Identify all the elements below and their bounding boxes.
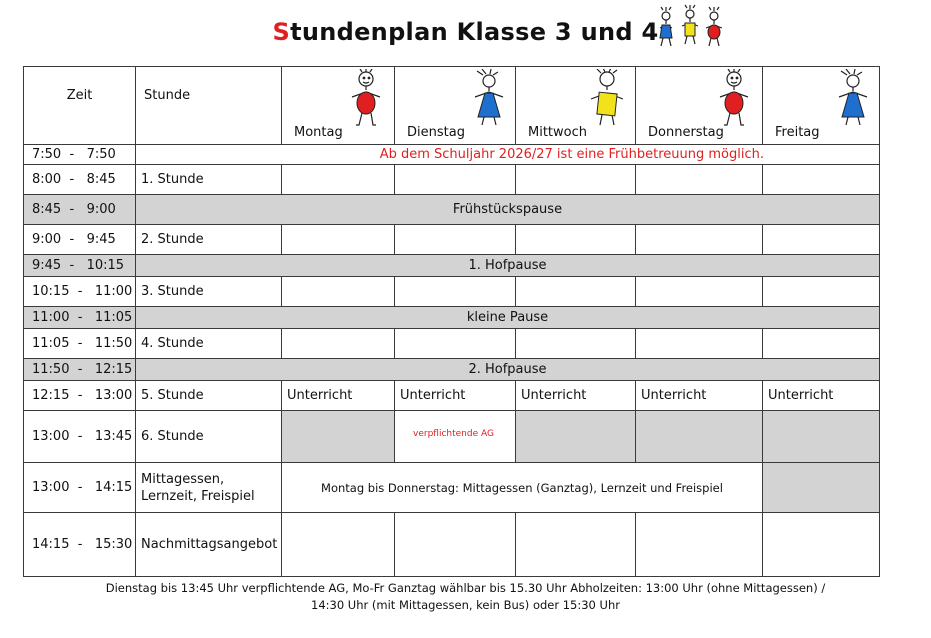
time-cell: 11:50 - 12:15	[24, 359, 136, 381]
cell-unterricht: Unterricht	[395, 381, 516, 411]
lesson-label: 1. Stunde	[136, 165, 282, 195]
time-cell: 7:50 - 7:50	[24, 145, 136, 165]
time-cell: 10:15 - 11:00	[24, 277, 136, 307]
title-rest: tundenplan Klasse 3 und 4	[290, 18, 659, 46]
day-label-mittwoch: Mittwoch	[528, 125, 587, 140]
header-stunde: Stunde	[136, 67, 282, 145]
cell-unterricht: Unterricht	[516, 381, 636, 411]
time-cell: 9:00 - 9:45	[24, 225, 136, 255]
time-cell: 9:45 - 10:15	[24, 255, 136, 277]
lunch-span-cell: Montag bis Donnerstag: Mittagessen (Ganztag), Lernzeit und Freispiel	[282, 463, 763, 513]
early-care-note: Ab dem Schuljahr 2026/27 ist eine Frühbetreuung möglich.	[136, 145, 880, 165]
footer-line-1: Dienstag bis 13:45 Uhr verpflichtende AG, Mo-Fr Ganztag wählbar bis 15.30 Uhr Abholzeiten: 13:00 Uhr (ohne Mittagessen) /	[105, 581, 826, 595]
day-label-dienstag: Dienstag	[407, 125, 465, 140]
lesson-label: Mittagessen, Lernzeit, Freispiel	[136, 463, 282, 513]
header-day-friday	[763, 67, 880, 145]
table-row	[24, 195, 880, 225]
break-label: kleine Pause	[136, 307, 880, 329]
cell-unterricht: Unterricht	[763, 381, 880, 411]
header-day-wednesday	[516, 67, 636, 145]
girl-yellow-dress-icon	[587, 69, 629, 133]
girl-red-dress-icon	[714, 69, 756, 133]
table-row	[24, 225, 880, 255]
time-cell: 8:00 - 8:45	[24, 165, 136, 195]
day-label-donnerstag: Donnerstag	[648, 125, 724, 140]
table-row	[24, 165, 880, 195]
time-cell: 8:45 - 9:00	[24, 195, 136, 225]
header-day-thursday	[636, 67, 763, 145]
title-first-letter: S	[272, 18, 291, 46]
table-row	[24, 255, 880, 277]
table-row	[24, 277, 880, 307]
table-row	[24, 145, 880, 165]
table-row	[24, 359, 880, 381]
lesson-label: Nachmittagsangebot	[136, 513, 282, 577]
lesson-label: 6. Stunde	[136, 411, 282, 463]
table-row	[24, 329, 880, 359]
time-cell: 13:00 - 13:45	[24, 411, 136, 463]
time-cell: 14:15 - 15:30	[24, 513, 136, 577]
timetable	[23, 66, 880, 577]
lesson-label: 4. Stunde	[136, 329, 282, 359]
header-zeit: Zeit	[24, 67, 136, 145]
girl-red-dress-icon	[346, 69, 388, 133]
table-row	[24, 307, 880, 329]
time-cell: 11:05 - 11:50	[24, 329, 136, 359]
table-row	[24, 381, 880, 411]
time-cell: 11:00 - 11:05	[24, 307, 136, 329]
break-label: 1. Hofpause	[136, 255, 880, 277]
time-cell: 13:00 - 14:15	[24, 463, 136, 513]
break-label: 2. Hofpause	[136, 359, 880, 381]
girl-blue-dress-icon	[831, 69, 873, 133]
break-label: Frühstückspause	[136, 195, 880, 225]
footer-line-2: 14:30 Uhr (mit Mittagessen, kein Bus) oder 15:30 Uhr	[311, 598, 620, 612]
lesson-label: 5. Stunde	[136, 381, 282, 411]
day-label-montag: Montag	[294, 125, 343, 140]
mandatory-ag-cell: verpflichtende AG	[395, 411, 516, 463]
cell-unterricht: Unterricht	[282, 381, 395, 411]
girl-blue-dress-icon	[467, 69, 509, 133]
lesson-label: 3. Stunde	[136, 277, 282, 307]
table-row	[24, 463, 880, 513]
lesson-label: 2. Stunde	[136, 225, 282, 255]
page-title	[0, 18, 931, 46]
day-label-freitag: Freitag	[775, 125, 820, 140]
kids-group-icon	[652, 4, 732, 54]
cell-unterricht: Unterricht	[636, 381, 763, 411]
header-day-monday	[282, 67, 395, 145]
header-row	[24, 67, 880, 145]
footer-note	[0, 580, 931, 614]
table-row	[24, 411, 880, 463]
header-day-tuesday	[395, 67, 516, 145]
time-cell: 12:15 - 13:00	[24, 381, 136, 411]
table-row	[24, 513, 880, 577]
